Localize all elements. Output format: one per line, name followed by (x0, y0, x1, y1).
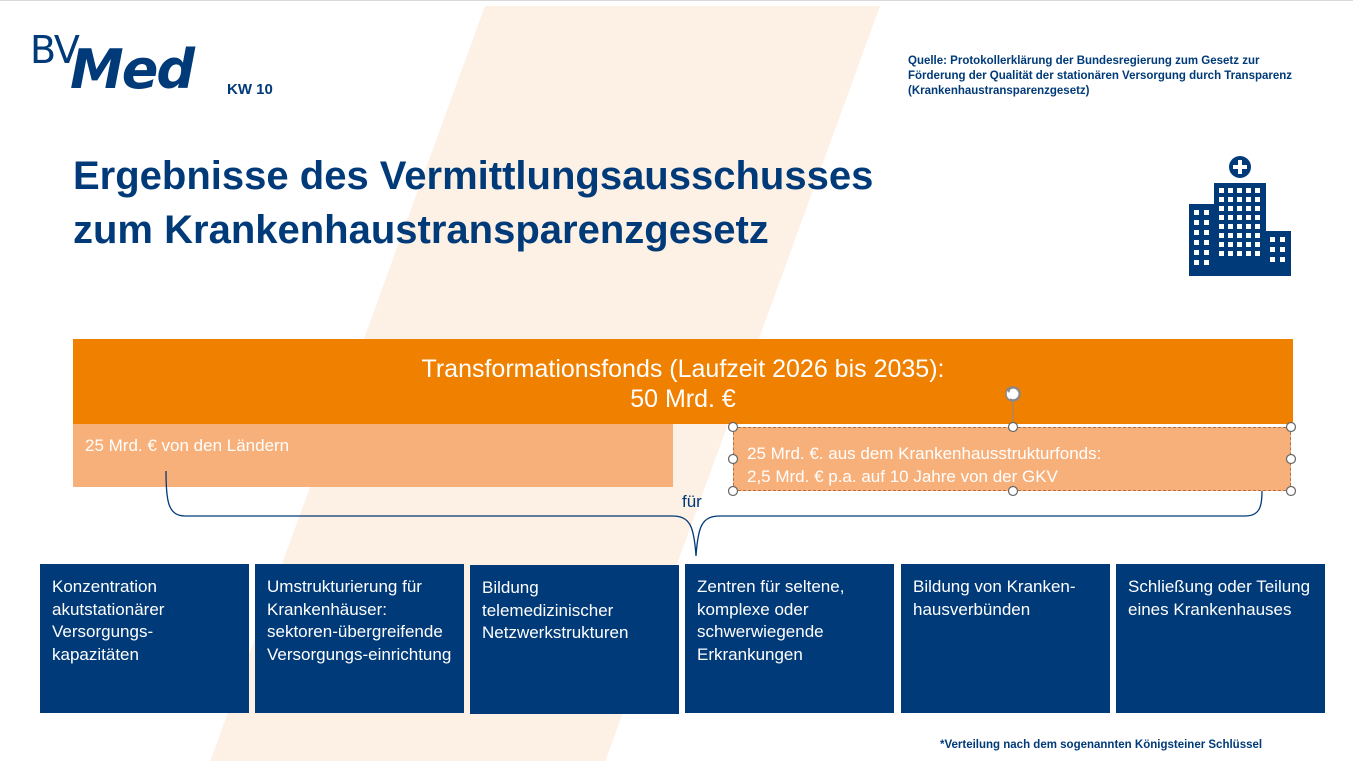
fund-title: Transformationsfonds (Laufzeit 2026 bis 2035): (421, 355, 945, 383)
measure-box-1: Konzentration akutstationärer Versorgungs-kapazitäten (40, 564, 249, 713)
logo-text-med: Med (70, 38, 194, 101)
gkv-line-2: 2,5 Mrd. € p.a. auf 10 Jahre von der GKV (747, 467, 1058, 486)
title-line-1: Ergebnisse des Vermittlungsausschusses (73, 154, 874, 198)
calendar-week: KW 10 (227, 81, 273, 98)
measure-box-3: Bildung telemedizinischer Netzwerkstrukturen (470, 565, 679, 714)
gkv-line-1: 25 Mrd. €. aus dem Krankenhausstrukturfonds: (747, 444, 1102, 463)
measure-box-4: Zentren für seltene, komplexe oder schwerwiegende Erkrankungen (685, 564, 894, 713)
laender-share-box: 25 Mrd. € von den Ländern (73, 424, 673, 487)
measure-box-5: Bildung von Kranken-hausverbünden (901, 564, 1110, 713)
fund-amount: 50 Mrd. € (630, 385, 736, 413)
gkv-share-box[interactable] (733, 427, 1291, 491)
measure-box-6: Schließung oder Teilung eines Krankenhauses (1116, 564, 1325, 713)
connector-label: für (682, 492, 702, 511)
source-note: Quelle: Protokollerklärung der Bundesregierung zum Gesetz zur Förderung der Qualität der stationären Versorgung durch Transparenz (Krankenhaustransparenzgesetz) (908, 55, 1293, 97)
hospital-icon (1189, 156, 1291, 276)
logo-text-bv: BV (30, 28, 79, 72)
footnote: *Verteilung nach dem sogenannten Königsteiner Schlüssel (940, 739, 1263, 751)
title-line-2: zum Krankenhaustransparenzgesetz (73, 208, 769, 252)
transformation-fund-bar (73, 339, 1293, 424)
page-title (73, 149, 873, 257)
measure-box-2: Umstrukturierung für Krankenhäuser: sektoren-übergreifende Versorgungs-einrichtung (255, 564, 464, 713)
bvmed-logo (30, 28, 210, 101)
